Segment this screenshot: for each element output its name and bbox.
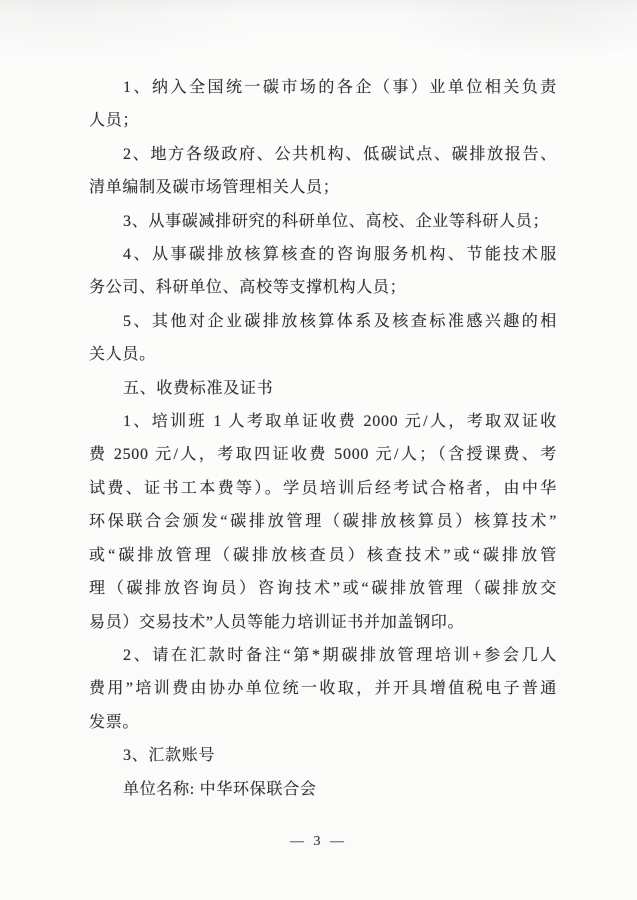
doc-line: 4、从事碳排放核算核查的咨询服务机构、节能技术服 [123,246,557,264]
doc-line: 关人员。 [89,346,156,364]
doc-line: 3、汇款账号 [123,747,216,765]
doc-line: 费 2500 元/人，考取四证收费 5000 元/人；（含授课费、考 [89,446,557,464]
page-number: — 3 — [290,834,347,849]
doc-line: 2、地方各级政府、公共机构、低碳试点、碳排放报告、 [123,145,557,163]
doc-line: 或“碳排放管理（碳排放核查员）核查技术”或“碳排放管 [89,546,557,564]
doc-line: 试费、证书工本费等）。学员培训后经考试合格者，由中华 [89,479,557,497]
doc-line: 务公司、科研单位、高校等支撑机构人员； [89,279,407,297]
doc-line: 1、纳入全国统一碳市场的各企（事）业单位相关负责 [123,79,557,96]
doc-line: 单位名称: 中华环保联合会 [123,780,317,798]
doc-line: 环保联合会颁发“碳排放管理（碳排放核算员）核算技术” [89,513,557,531]
doc-line: 易员）交易技术”人员等能力培训证书并加盖钢印。 [89,613,465,631]
doc-line: 3、从事碳减排研究的科研单位、高校、企业等科研人员； [123,212,550,230]
doc-section-heading: 五、收费标准及证书 [123,379,274,397]
doc-line: 5、其他对企业碳排放核算体系及核查标准感兴趣的相 [123,312,557,330]
document-body [89,71,557,806]
doc-line: 人员； [89,112,140,130]
doc-line: 清单编制及碳市场管理相关人员； [89,179,340,197]
doc-line: 费用”培训费由协办单位统一收取，并开具增值税电子普通 [89,680,557,698]
doc-line: 1、培训班 1 人考取单证收费 2000 元/人，考取双证收 [123,413,557,431]
doc-line: 理（碳排放咨询员）咨询技术”或“碳排放管理（碳排放交 [89,580,557,598]
doc-line: 发票。 [89,713,140,731]
doc-line: 2、请在汇款时备注“第*期碳排放管理培训+参会几人 [123,646,557,664]
